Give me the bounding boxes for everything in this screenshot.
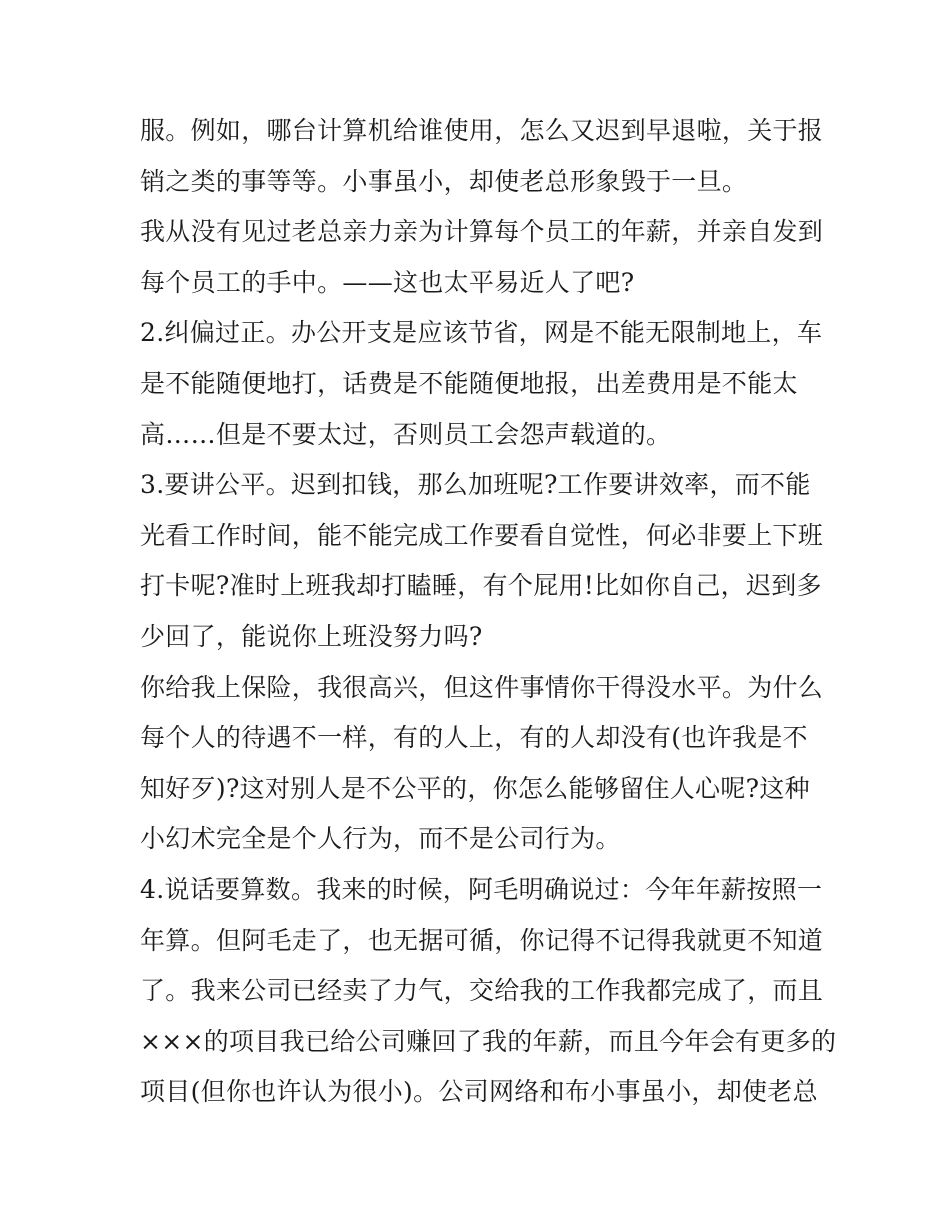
text-line: 打卡呢?准时上班我却打瞌睡，有个屁用!比如你自己，迟到多 <box>140 571 822 601</box>
text-line: 了。我来公司已经卖了力气，交给我的工作我都完成了，而且 <box>140 976 824 1006</box>
text-line: 知好歹)?这对别人是不公平的，你怎么能够留住人心呢?这种 <box>140 773 810 803</box>
text-line: 每个员工的手中。——这也太平易近人了吧? <box>140 267 635 297</box>
text-line: 2.纠偏过正。办公开支是应该节省，网是不能无限制地上，车 <box>140 318 823 348</box>
text-line: 少回了，能说你上班没努力吗? <box>140 621 483 651</box>
text-line: 4.说话要算数。我来的时候，阿毛明确说过：今年年薪按照一 <box>140 874 823 904</box>
text-line: 是不能随便地打，话费是不能随便地报，出差费用是不能太 <box>140 368 798 398</box>
text-line: 小幻术完全是个人行为，而不是公司行为。 <box>140 824 621 854</box>
text-line: 项目(但你也许认为很小)。公司网络和布小事虽小，却使老总 <box>140 1077 818 1107</box>
text-line: 每个人的待遇不一样，有的人上，有的人却没有(也许我是不 <box>140 723 808 753</box>
text-line: ×××的项目我已给公司赚回了我的年薪，而且今年会有更多的 <box>140 1026 837 1056</box>
text-line: 你给我上保险，我很高兴，但这件事情你干得没水平。为什么 <box>140 672 824 702</box>
text-line: 服。例如，哪台计算机给谁使用，怎么又迟到早退啦，关于报 <box>140 116 824 145</box>
text-line: 3.要讲公平。迟到扣钱，那么加班呢?工作要讲效率，而不能 <box>140 470 811 500</box>
text-line: 我从没有见过老总亲力亲为计算每个员工的年薪，并亲自发到 <box>140 217 824 247</box>
document-body <box>140 106 837 1118</box>
text-line: 年算。但阿毛走了，也无据可循，你记得不记得我就更不知道 <box>140 925 824 955</box>
text-line: 销之类的事等等。小事虽小，却使老总形象毁于一旦。 <box>140 166 748 196</box>
text-line: 高……但是不要太过，否则员工会怨声载道的。 <box>140 419 672 449</box>
text-line: 光看工作时间，能不能完成工作要看自觉性，何必非要上下班 <box>140 520 824 550</box>
